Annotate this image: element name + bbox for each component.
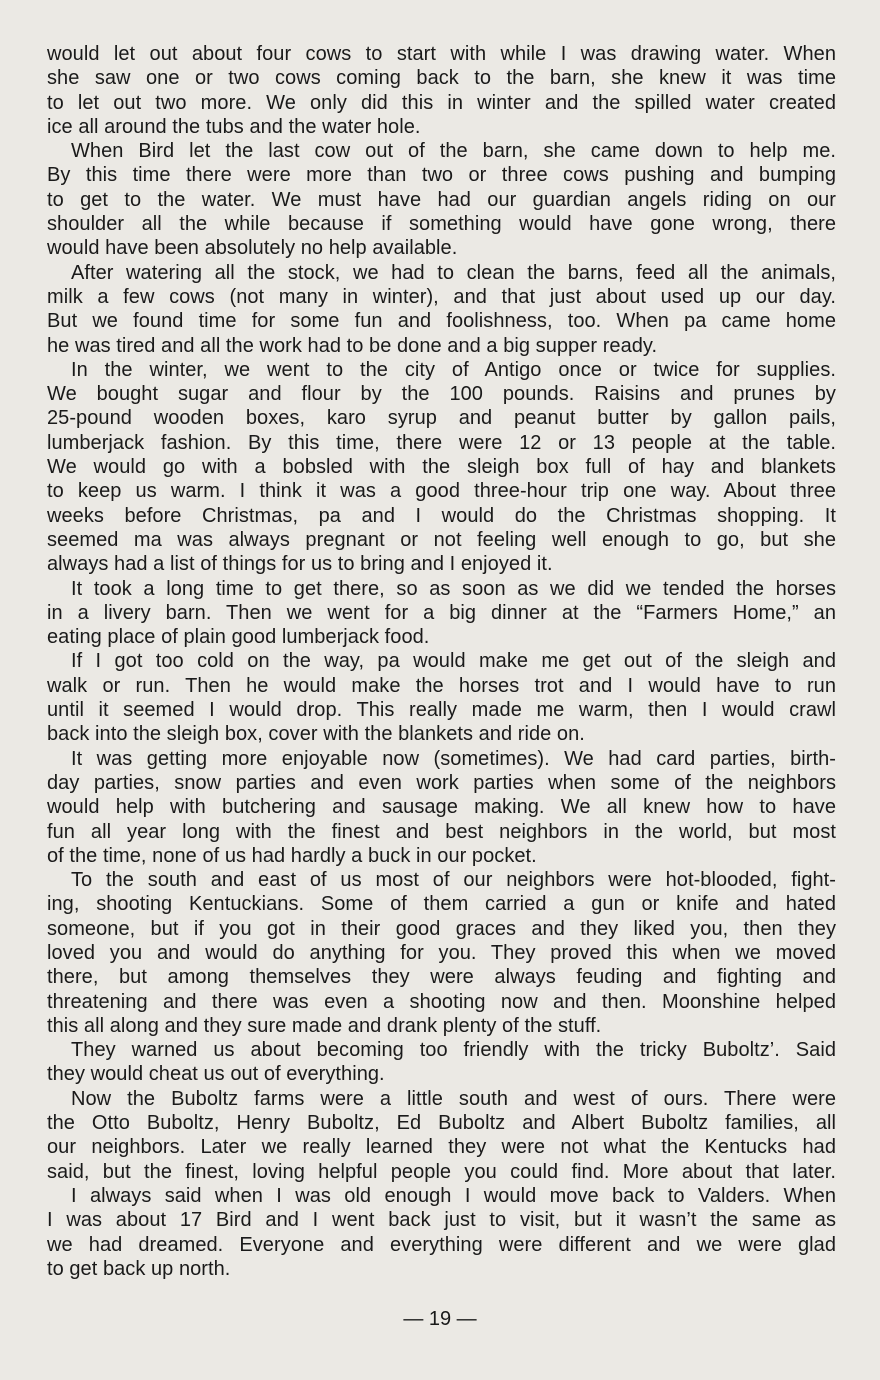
text-line: By this time there were more than two or three cows pushing and bumping xyxy=(47,164,836,187)
text-line: in a livery barn. Then we went for a big dinner at the “Farmers Home,” an xyxy=(47,601,836,624)
page-number: — 19 — xyxy=(403,1308,477,1330)
text-line: always had a list of things for us to bring and I enjoyed it. xyxy=(47,553,553,576)
text-line: It took a long time to get there, so as soon as we did we tended the horses xyxy=(71,577,836,600)
text-line: weeks before Christmas, pa and I would do the Christmas shopping. It xyxy=(47,504,836,527)
text-line: our neighbors. Later we really learned they were not what the Kentucks had xyxy=(47,1136,836,1159)
text-line: there, but among themselves they were always feuding and fighting and xyxy=(47,966,836,989)
text-line: They warned us about becoming too friendly with the tricky Buboltz’. Said xyxy=(71,1039,836,1062)
text-line: to get back up north. xyxy=(47,1257,231,1280)
text-line: said, but the finest, loving helpful people you could find. More about that later. xyxy=(47,1160,836,1183)
text-line: he was tired and all the work had to be done and a big supper ready. xyxy=(47,334,658,357)
text-line: In the winter, we went to the city of Antigo once or twice for supplies. xyxy=(71,358,836,381)
text-line: To the south and east of us most of our neighbors were hot-blooded, fight- xyxy=(71,869,836,892)
text-line: to let out two more. We only did this in winter and the spilled water created xyxy=(47,91,836,114)
text-line: eating place of plain good lumberjack food. xyxy=(47,626,430,649)
text-line: It was getting more enjoyable now (sometimes). We had card parties, birth- xyxy=(71,747,836,770)
text-line: to get to the water. We must have had our guardian angels riding on our xyxy=(47,188,836,211)
text-line: of the time, none of us had hardly a buck in our pocket. xyxy=(47,844,537,867)
text-line: fun all year long with the finest and best neighbors in the world, but most xyxy=(47,820,836,843)
text-line: until it seemed I would drop. This really made me warm, then I would crawl xyxy=(47,699,836,722)
text-line: lumberjack fashion. By this time, there were 12 or 13 people at the table. xyxy=(47,431,836,454)
text-line: would help with butchering and sausage making. We all knew how to have xyxy=(47,796,836,819)
text-line: We bought sugar and flour by the 100 pounds. Raisins and prunes by xyxy=(47,383,836,406)
text-line: back into the sleigh box, cover with the blankets and ride on. xyxy=(47,723,585,746)
text-line: to keep us warm. I think it was a good three-hour trip one way. About three xyxy=(47,480,836,503)
text-line: We would go with a bobsled with the sleigh box full of hay and blankets xyxy=(47,456,836,479)
text-line: When Bird let the last cow out of the barn, she came down to help me. xyxy=(71,140,836,163)
text-line: ing, shooting Kentuckians. Some of them carried a gun or knife and hated xyxy=(47,893,836,916)
text-line: day parties, snow parties and even work parties when some of the neighbors xyxy=(47,771,836,794)
text-line: milk a few cows (not many in winter), and that just about used up our day. xyxy=(47,285,836,308)
text-line: we had dreamed. Everyone and everything were different and we were glad xyxy=(47,1233,836,1256)
text-line: seemed ma was always pregnant or not feeling well enough to go, but she xyxy=(47,528,836,551)
text-line: someone, but if you got in their good graces and they liked you, then they xyxy=(47,917,836,940)
body-text xyxy=(47,42,836,1281)
text-line: But we found time for some fun and foolishness, too. When pa came home xyxy=(47,310,836,333)
text-line: threatening and there was even a shooting now and then. Moonshine helped xyxy=(47,990,836,1013)
text-line: would let out about four cows to start with while I was drawing water. When xyxy=(47,43,836,65)
text-line: Now the Buboltz farms were a little south and west of ours. There were xyxy=(71,1087,836,1110)
text-line: she saw one or two cows coming back to the barn, she knew it was time xyxy=(47,67,836,90)
text-line: shoulder all the while because if something would have gone wrong, there xyxy=(47,213,836,236)
text-line: they would cheat us out of everything. xyxy=(47,1063,385,1086)
text-line: I was about 17 Bird and I went back just to visit, but it wasn’t the same as xyxy=(47,1209,836,1232)
text-line: the Otto Buboltz, Henry Buboltz, Ed Buboltz and Albert Buboltz families, all xyxy=(47,1112,836,1135)
text-line: I always said when I was old enough I would move back to Valders. When xyxy=(71,1184,836,1207)
text-line: walk or run. Then he would make the horses trot and I would have to run xyxy=(47,674,836,697)
text-line: loved you and would do anything for you. They proved this when we moved xyxy=(47,941,836,964)
text-line: If I got too cold on the way, pa would make me get out of the sleigh and xyxy=(71,650,836,673)
text-line: this all along and they sure made and drank plenty of the stuff. xyxy=(47,1014,602,1037)
text-line: ice all around the tubs and the water hole. xyxy=(47,115,421,138)
text-line: would have been absolutely no help available. xyxy=(47,237,458,260)
text-line: After watering all the stock, we had to clean the barns, feed all the animals, xyxy=(71,261,836,284)
text-line: 25-pound wooden boxes, karo syrup and peanut butter by gallon pails, xyxy=(47,407,836,430)
